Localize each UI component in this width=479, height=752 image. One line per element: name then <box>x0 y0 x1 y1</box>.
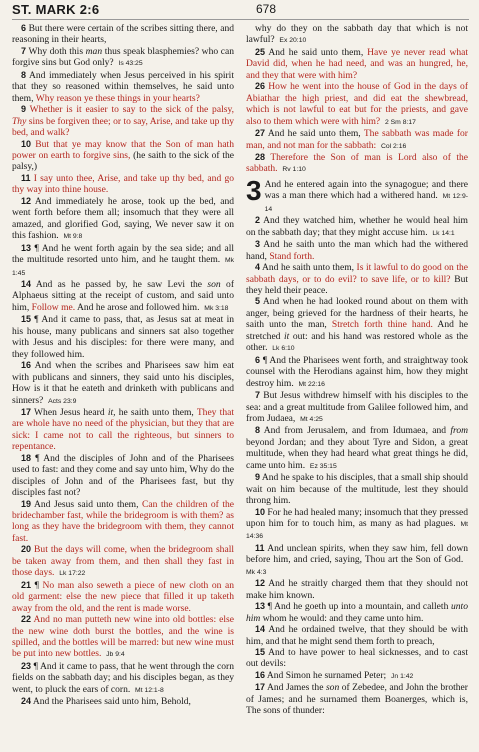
verse <box>246 47 468 81</box>
verse-number: 25 <box>255 46 266 57</box>
chapter-start <box>246 174 468 215</box>
verse <box>246 624 468 647</box>
cross-reference: Is 43:25 <box>118 60 143 68</box>
cross-reference: Mt 14:36 <box>246 521 468 541</box>
verse-text: And Simon he surnamed Peter; <box>266 669 387 681</box>
verse-text: And it came to pass, that, as Jesus sat at meat in his house, many publicans and sinners sat also together with Jesus and his disciples: for there were many, and they followed him. <box>12 314 234 360</box>
verse <box>246 507 468 543</box>
words-of-christ: Stretch forth thine hand. <box>331 319 433 331</box>
verse-text: And to have power to heal sicknesses, and to cast out devils: <box>246 647 468 670</box>
verse <box>265 179 468 215</box>
verse-number: 24 <box>21 696 32 707</box>
verse-text: And he went forth again by the sea side; and all the multitude resorted unto him, and he taught them. <box>12 242 234 266</box>
verse-text: And the Pharisees went forth, and straightway took counsel with the Herodians against him, how they might destroy him. <box>246 354 468 389</box>
verse-text: he saith unto them, <box>115 406 197 418</box>
verse-number: 9 <box>21 104 27 115</box>
verse-text: And the Pharisees said unto him, Behold, <box>32 696 191 708</box>
left-column <box>12 23 234 751</box>
verse-text: For he had healed many; insomuch that they pressed upon him for to touch him, as many as had plagues. <box>246 506 468 530</box>
verse-text: son <box>207 278 221 290</box>
verse-text: When Jesus heard <box>34 406 108 418</box>
verse-text: why do they on the sabbath day that which is not lawful? <box>246 23 468 46</box>
verse-number: 6 <box>21 23 27 33</box>
verse <box>12 360 234 407</box>
verse <box>246 472 468 506</box>
verse <box>246 670 468 682</box>
verse <box>246 390 468 425</box>
cross-reference: Mt 12:9-14 <box>264 193 468 213</box>
cross-reference: Rv 1:10 <box>282 166 306 174</box>
words-of-christ: Whether is it easier to say to the sick of the palsy, <box>29 104 234 116</box>
verse <box>246 128 468 152</box>
verse-text: And when he had looked round about on them with anger, being grieved for the hardness of their hearts, he saith unto the man, <box>246 296 468 331</box>
verse-number: 14 <box>255 624 266 635</box>
verse-number: 13 <box>255 601 266 612</box>
verse-text: And it came to pass, that he went through the corn fields on the sabbath day; and his disciples began, as they went, to pluck the ears of corn. <box>12 660 234 695</box>
book-chapter-heading: ST. MARK 2:6 <box>12 2 100 17</box>
words-of-christ: Follow me. <box>31 301 76 313</box>
verse <box>12 696 234 707</box>
verse: 13 ¶ And he goeth up into a mountain, and calleth unto him whom he would: and they came unto him. <box>246 601 468 624</box>
verse <box>246 239 468 262</box>
verse <box>246 578 468 601</box>
verse-number: 8 <box>21 69 27 80</box>
verse-number: 28 <box>255 151 266 162</box>
verse-number: 12 <box>21 195 32 206</box>
cross-reference: Ex 20:10 <box>279 37 307 45</box>
verse <box>12 279 234 314</box>
words-of-christ: Have ye never read what David did, when he had need, and was an hungred, he, and they that were with him? <box>246 46 468 81</box>
verse-text: man <box>85 45 103 57</box>
words-of-christ: Therefore the Son of man is Lord also of the sabbath. <box>246 151 468 175</box>
cross-reference: Lk 17:22 <box>59 570 86 578</box>
verse-text: And he said unto them, <box>267 128 364 140</box>
verse <box>12 23 234 46</box>
verse-text: But there were certain of the scribes sitting there, and reasoning in their hearts, <box>12 23 234 46</box>
verse-text: And he straitly charged them that they should not make him known. <box>246 578 468 601</box>
verse <box>246 215 468 239</box>
verse: 15 ¶ And it came to pass, that, as Jesus sat at meat in his house, many publicans and sinners sat also together with Jesus and his disciples: for there were many, and they followed him. <box>12 314 234 360</box>
verse <box>12 173 234 196</box>
verse-text: thus speak blasphemies? who can forgive sins but God only? <box>12 45 234 69</box>
words-of-christ: No man also seweth a piece of new cloth on an old garment: else the new piece that filled it up taketh away from the old, and the rent is made worse. <box>12 579 234 614</box>
cross-reference: Acts 23:9 <box>48 397 77 405</box>
verse-text: And he saith unto them, <box>262 262 357 274</box>
verse <box>12 139 234 173</box>
verse-text: of Zebedee, and John the brother of James; and he surnamed them Boanerges, which is, The sons of thunder: <box>246 682 468 717</box>
verse-text: And he said unto them, <box>268 46 368 58</box>
words-of-christ: I say unto thee, Arise, and take up thy bed, and go thy way into thine house. <box>12 172 234 196</box>
verse <box>246 682 468 716</box>
verse-number: 17 <box>21 406 32 417</box>
verse-text: And the disciples of John and of the Pharisees used to fast: and they come and say unto him, Why do the disciples of John and of the Pharisees fast, but thy disciples fast not? <box>12 452 234 499</box>
verse <box>246 543 468 578</box>
verse <box>246 262 468 296</box>
words-of-christ: Thy <box>12 115 27 127</box>
verse-number: 19 <box>21 498 32 509</box>
verse <box>12 614 234 661</box>
verse <box>12 104 234 138</box>
words-of-christ: Can the children of the bridechamber fast, while the bridegroom is with them? as long as they have the bridegroom with them, they cannot fast. <box>12 498 234 544</box>
cross-reference: Mt 4:25 <box>300 415 323 423</box>
verse-number: 21 <box>21 579 32 590</box>
verse-text: whom he would: and they came unto him. <box>260 612 424 624</box>
verse <box>246 23 468 47</box>
verse-text: of Alphaeus sitting at the receipt of custom, and said unto him, <box>12 278 234 313</box>
verse-text: out: and his hand was restored whole as the other. <box>246 330 468 354</box>
verse-number: 7 <box>255 390 261 401</box>
cross-reference: Mt 9:8 <box>63 233 83 241</box>
verse <box>246 425 468 472</box>
verse-number: 13 <box>21 242 32 253</box>
cross-reference: Mk 1:45 <box>12 257 234 277</box>
verse-text: And when the scribes and Pharisees saw him eat with publicans and sinners, they said unto his disciples, How is it that he eateth and drinketh with publicans and sinners? <box>12 360 234 406</box>
verse <box>246 152 468 176</box>
verse: 23 ¶ And it came to pass, that he went through the corn fields on the sabbath day; and his disciples began, as they went, to pluck the ears of corn. Mt 12:1-8 <box>12 660 234 695</box>
page-number: 678 <box>256 2 277 16</box>
verse-text: And he arose and followed him. <box>75 301 200 313</box>
verse-number: 10 <box>255 506 266 517</box>
verse-number: 9 <box>255 472 261 483</box>
words-of-christ: Why reason ye these things in your hearts? <box>35 92 200 104</box>
verse-text: Why doth this <box>28 45 86 57</box>
cross-reference: Mk 3:18 <box>204 304 229 312</box>
verse-text: But they held their peace. <box>246 273 468 296</box>
verse <box>246 647 468 670</box>
verse-text: And he spake to his disciples, that a small ship should wait on him because of the multitude, lest they should throng him. <box>246 472 468 507</box>
verse-number: 17 <box>255 682 266 693</box>
verse-text: from <box>450 425 468 437</box>
verse <box>12 196 234 243</box>
verse-number: 15 <box>255 647 266 658</box>
words-of-christ: How he went into the house of God in the days of Abiathar the high priest, and did eat the shewbread, which is not lawful to eat but for the priests, and gave also to them which were with him? <box>246 81 468 127</box>
cross-reference: Col 2:16 <box>380 142 407 150</box>
cross-reference: Mt 12:1-8 <box>135 686 164 694</box>
verse-text: beyond Jordan; and they about Tyre and Sidon, a great multitude, when they had heard what great things he did, came unto him. <box>246 436 468 471</box>
verse-text: it <box>284 330 290 342</box>
words-of-christ: They that are whole have no need of the physician, but they that are sick: I came not to call the righteous, but sinners to repentance. <box>12 406 234 453</box>
verse: 13 ¶ And he went forth again by the sea side; and all the multitude resorted unto him, and he taught them. Mk 1:45 <box>12 242 234 277</box>
verse <box>246 296 468 354</box>
cross-reference: Jn 1:42 <box>391 672 414 680</box>
verse-text: And as he passed by, he saw Levi the <box>35 278 208 290</box>
verse-number: 16 <box>21 360 32 371</box>
verse-number: 2 <box>255 215 261 226</box>
cross-reference: Jb 9:4 <box>106 651 125 659</box>
verse-text: But Jesus withdrew himself with his disciples to the sea: and a great multitude from Galilee followed him, and from Judaea, <box>246 390 468 424</box>
verse <box>12 499 234 545</box>
verse-text: And immediately he arose, took up the bed, and went forth before them all; insomuch that they were all amazed, and glorified God, saying, We never saw it on this fashion. <box>12 195 234 242</box>
verse-number: 10 <box>21 138 32 149</box>
verse: 6 ¶ And the Pharisees went forth, and straightway took counsel with the Herodians against him, how they might destroy him. Mt 22:16 <box>246 354 468 389</box>
running-header <box>12 0 469 20</box>
verse-number: 6 <box>255 354 261 365</box>
verse-number: 26 <box>255 81 266 92</box>
verse-number: 11 <box>255 542 265 553</box>
verse: 21 ¶ No man also seweth a piece of new cloth on an old garment: else the new piece that filled it up taketh away from the old, and the rent is made worse. <box>12 579 234 614</box>
verse-text: it, <box>107 406 116 418</box>
verse-text: And immediately when Jesus perceived in his spirit that they so reasoned within themselves, he said unto them, <box>12 69 234 104</box>
verse-number: 27 <box>255 128 266 139</box>
verse <box>12 407 234 453</box>
verse-text: And he ordained twelve, that they should be with him, and that he might send them forth to preach, <box>246 624 468 647</box>
verse-text: unto him <box>246 601 468 624</box>
cross-reference: Mk 4:3 <box>246 568 267 576</box>
verse-text: And he goeth up into a mountain, and calleth <box>274 601 451 613</box>
verse-text: son <box>325 682 340 694</box>
words-of-christ: But that ye may know that the Son of man hath power on earth to forgive sins, <box>12 138 234 161</box>
words-of-christ: But the days will come, when the bridegroom shall be taken away from them, and then shall they fast in those days. <box>12 544 234 579</box>
verse-number: 3 <box>255 239 261 250</box>
verse-text: (he saith to the sick of the palsy,) <box>12 149 234 173</box>
verse-number: 22 <box>21 614 32 625</box>
chapter-number: 3 <box>246 174 262 206</box>
verse <box>246 81 468 128</box>
verse-number: 11 <box>21 172 31 183</box>
verse-text: And he stretched <box>246 319 468 342</box>
words-of-christ: sins be forgiven thee; or to say, Arise, and take up thy bed, and walk? <box>12 115 234 139</box>
text-columns <box>12 23 469 751</box>
verse-number: 4 <box>255 262 261 273</box>
words-of-christ: The sabbath was made for man, and not man for the sabbath: <box>246 128 468 151</box>
verse-text: And Jesus said unto them, <box>34 498 143 510</box>
verse-text: And they watched him, whether he would heal him on the sabbath day; that they might accuse him. <box>246 215 468 238</box>
verse-text: And he entered again into the synagogue; and there was a man there which had a withered hand. <box>264 178 468 202</box>
verse-number: 8 <box>255 425 261 436</box>
verse-text: And from Jerusalem, and from Idumaea, and <box>263 425 451 437</box>
verse: 18 ¶ And the disciples of John and of the Pharisees used to fast: and they come and say unto him, Why do the disciples of John and of the Pharisees fast, but thy disciples fast not? <box>12 452 234 499</box>
right-column <box>246 23 468 751</box>
verse <box>12 544 234 579</box>
verse <box>12 46 234 70</box>
verse-number: 5 <box>255 296 261 307</box>
verse-number: 18 <box>21 452 32 463</box>
verse-number: 7 <box>21 45 27 56</box>
verse-number: 14 <box>21 278 32 289</box>
verse-text: And he saith unto the man which had the withered hand, <box>246 239 468 262</box>
verse-text: And unclean spirits, when they saw him, fell down before him, and cried, saying, Thou art the Son of God. <box>246 542 468 566</box>
verse-text: And James the <box>267 682 326 694</box>
verse <box>12 70 234 104</box>
cross-reference: 2 Sm 8:17 <box>384 118 416 126</box>
cross-reference: Ez 35:15 <box>309 462 337 470</box>
verse-number: 20 <box>21 544 32 555</box>
words-of-christ: Stand forth. <box>269 250 315 262</box>
verse-number: 15 <box>21 314 32 325</box>
cross-reference: Mt 22:16 <box>298 380 325 388</box>
verse-number: 16 <box>255 669 266 680</box>
words-of-christ: Is it lawful to do good on the sabbath days, or to do evil? to save life, or to kill? <box>246 262 468 285</box>
verse-number: 12 <box>255 578 266 589</box>
verse-number: 23 <box>21 660 32 671</box>
cross-reference: Lk 6:10 <box>272 345 295 353</box>
cross-reference: Lk 14:1 <box>432 229 455 237</box>
words-of-christ: And no man putteth new wine into old bottles: else the new wine doth burst the bottles, and the wine is spilled, and the bottles will be marred: but new wine must be put into new bottles. <box>12 614 234 660</box>
